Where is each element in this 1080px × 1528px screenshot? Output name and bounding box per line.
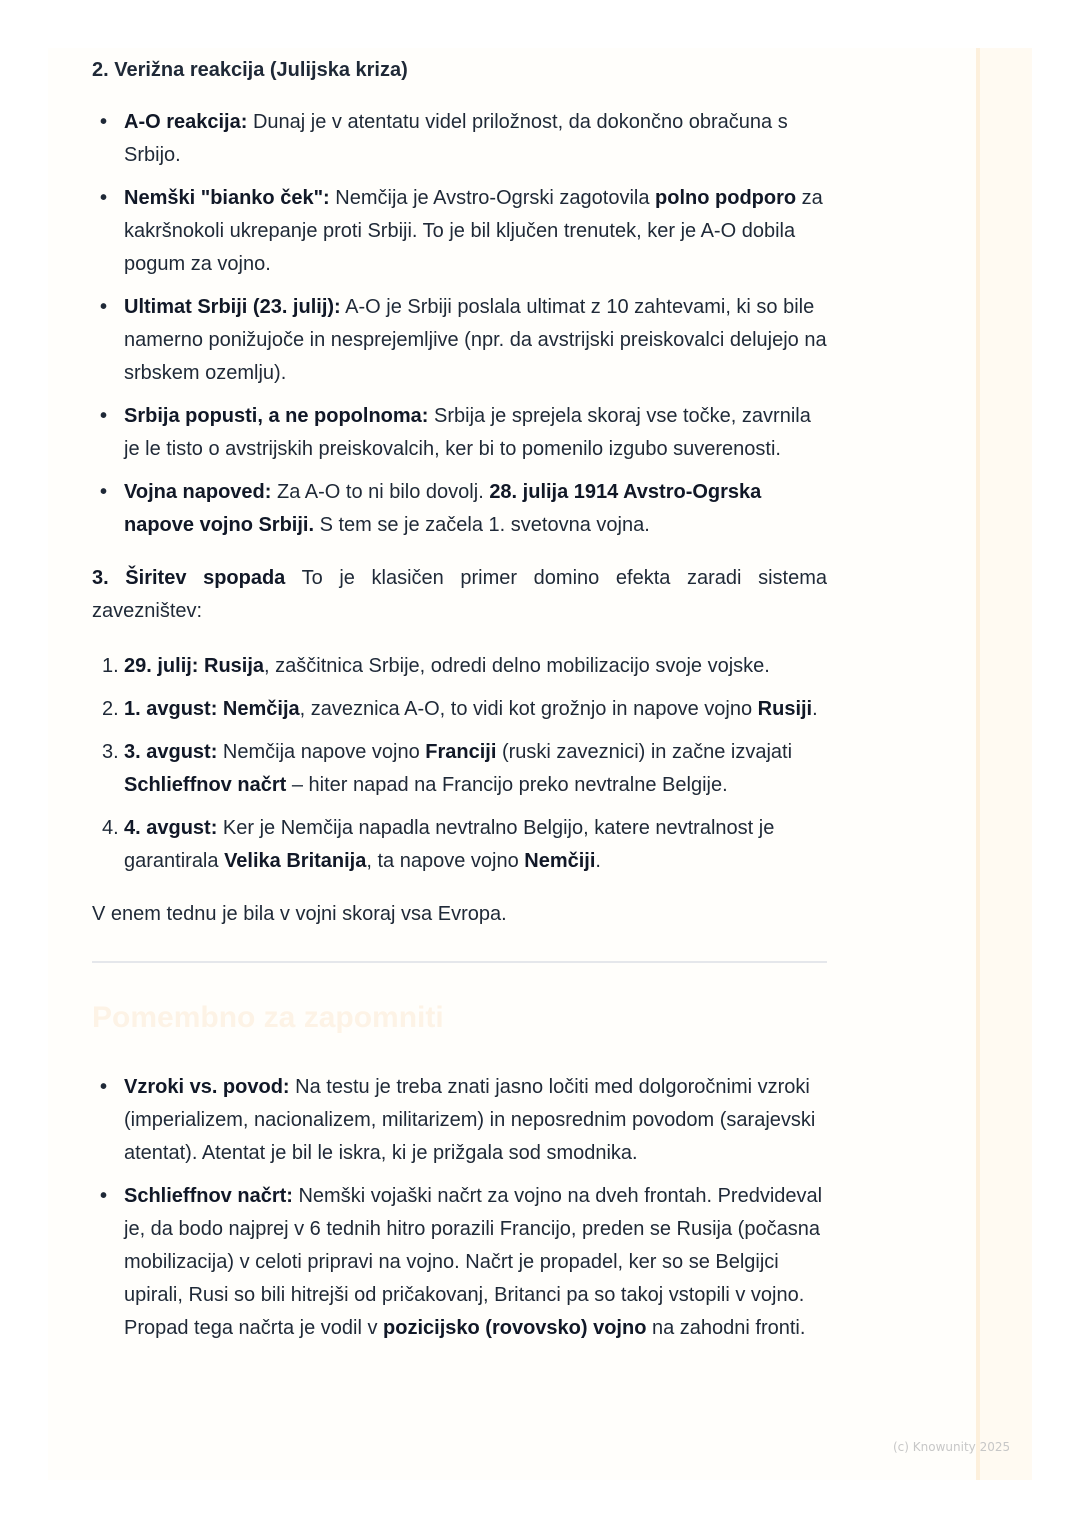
bullet-icon: • [100,111,108,133]
item-emphasis: Velika Britanija [224,850,367,872]
bullet-icon: • [100,187,108,209]
item-text: Srbija je sprejela skoraj vse točke, zavrnila je le tisto o avstrijskih preiskovalcih, ker bi to pomenilo izgubo suverenosti. [124,405,811,460]
item-text: za kakršnokoli ukrepanje proti Srbiji. To je bil ključen trenutek, ker je A-O dobila pogum za vojno. [124,187,823,275]
item-term: Ultimat Srbiji (23. julij): [124,296,341,318]
section-divider [92,961,827,963]
item-emphasis: pozicijsko (rovovsko) vojno [383,1317,647,1339]
item-term: Nemški "bianko ček": [124,187,330,209]
step-number: 1. [102,655,119,677]
item-emphasis: Schlieffnov načrt [124,774,287,796]
list-item [102,736,827,802]
item-emphasis: 3. avgust: [124,741,218,763]
list-item [102,693,827,726]
item-text: A-O je Srbiji poslala ultimat z 10 zahtevami, ki so bile namerno ponižujoče in nesprejemljive (npr. da avstrijski preiskovalci delujejo na srbskem ozemlju). [124,296,827,384]
remember-list [92,1071,827,1345]
item-emphasis: 28. julija 1914 Avstro-Ogrska napove vojno Srbiji. [124,481,762,536]
item-emphasis: 4. avgust: [124,817,218,839]
list-item [100,106,827,172]
closing-sentence: V enem tednu je bila v vojni skoraj vsa Evropa. [92,903,507,925]
item-text: Na testu je treba znati jasno ločiti med dolgoročnimi vzroki (imperializem, nacionalizem, militarizem) in neposrednim povodom (sarajevski atentat). Atentat je bil le iskra, ki je prižgala sod smodnika. [124,1076,816,1164]
section-heading-bold: 3. Širitev spopada [92,567,286,589]
section-heading-chain-reaction: 2. Verižna reakcija (Julijska kriza) [92,59,408,81]
list-item [100,182,827,281]
item-emphasis: 29. julij: Rusija [124,655,265,677]
item-text: Nemški vojaški načrt za vojno na dveh frontah. Predvideval je, da bodo najprej v 6 tednih hitro porazili Francijo, preden se Rusija (počasna mobilizacija) v celoti pripravi na vojno. Načrt je propadel, ker so se Belgijci upirali, Rusi so bili hitrejši od pričakovanj, Britanci pa so takoj vstopili v vojno. Propad tega načrta je vodil v [124,1185,823,1339]
list-item [100,291,827,390]
step-number: 2. [102,698,119,720]
list-item [102,812,827,878]
copyright-footer: (c) Knowunity 2025 [893,1440,1011,1454]
item-text: (ruski zaveznici) in začne izvajati [496,741,793,763]
item-term: Schlieffnov načrt: [124,1185,293,1207]
document-content [92,56,827,1355]
item-term: Vojna napoved: [124,481,272,503]
bullet-icon: • [100,481,108,503]
bullet-icon: • [100,296,108,318]
item-emphasis: 1. avgust: Nemčija [124,698,300,720]
item-text: Nemčija napove vojno [217,741,426,763]
item-text: , zaveznica A-O, to vidi kot grožnjo in napove vojno [299,698,758,720]
item-text: Nemčija je Avstro-Ogrski zagotovila [329,187,656,209]
item-emphasis: Rusiji [757,698,813,720]
list-item [100,1071,827,1170]
list-item [100,476,827,542]
list-item [100,400,827,466]
item-term: Srbija popusti, a ne popolnoma: [124,405,429,427]
item-text: – hiter napad na Francijo preko nevtralne Belgije. [286,774,728,796]
remember-title: Pomembno za zapomniti [92,1001,444,1034]
item-text: , ta napove vojno [366,850,525,872]
item-term: A-O reakcija: [124,111,248,133]
bullet-icon: • [100,1076,108,1098]
list-item [100,1180,827,1345]
item-text: S tem se je začela 1. svetovna vojna. [314,514,650,536]
item-emphasis: Franciji [425,741,497,763]
chain-reaction-list [92,106,827,542]
step-number: 4. [102,817,119,839]
item-text: Za A-O to ni bilo dovolj. [271,481,490,503]
step-number: 3. [102,741,119,763]
item-emphasis: polno podporo [655,187,797,209]
list-item [102,650,827,683]
item-emphasis: Nemčiji [524,850,596,872]
section-heading-spread [92,562,827,628]
right-margin-strip [976,48,1032,1480]
bullet-icon: • [100,405,108,427]
item-text: na zahodni fronti. [646,1317,806,1339]
item-text: Ker je Nemčija napadla nevtralno Belgijo, katere nevtralnost je garantirala [124,817,775,872]
item-text: . [595,850,601,872]
right-margin-line [976,48,980,1480]
item-text: . [812,698,818,720]
bullet-icon: • [100,1185,108,1207]
item-term: Vzroki vs. povod: [124,1076,290,1098]
section-intro-text: To je klasičen primer domino efekta zaradi sistema zavezništev: [92,567,828,622]
item-text: Dunaj je v atentatu videl priložnost, da dokončno obračuna s Srbijo. [124,111,788,166]
spread-steps-list [92,650,827,878]
item-text: , zaščitnica Srbije, odredi delno mobilizacijo svoje vojske. [264,655,770,677]
